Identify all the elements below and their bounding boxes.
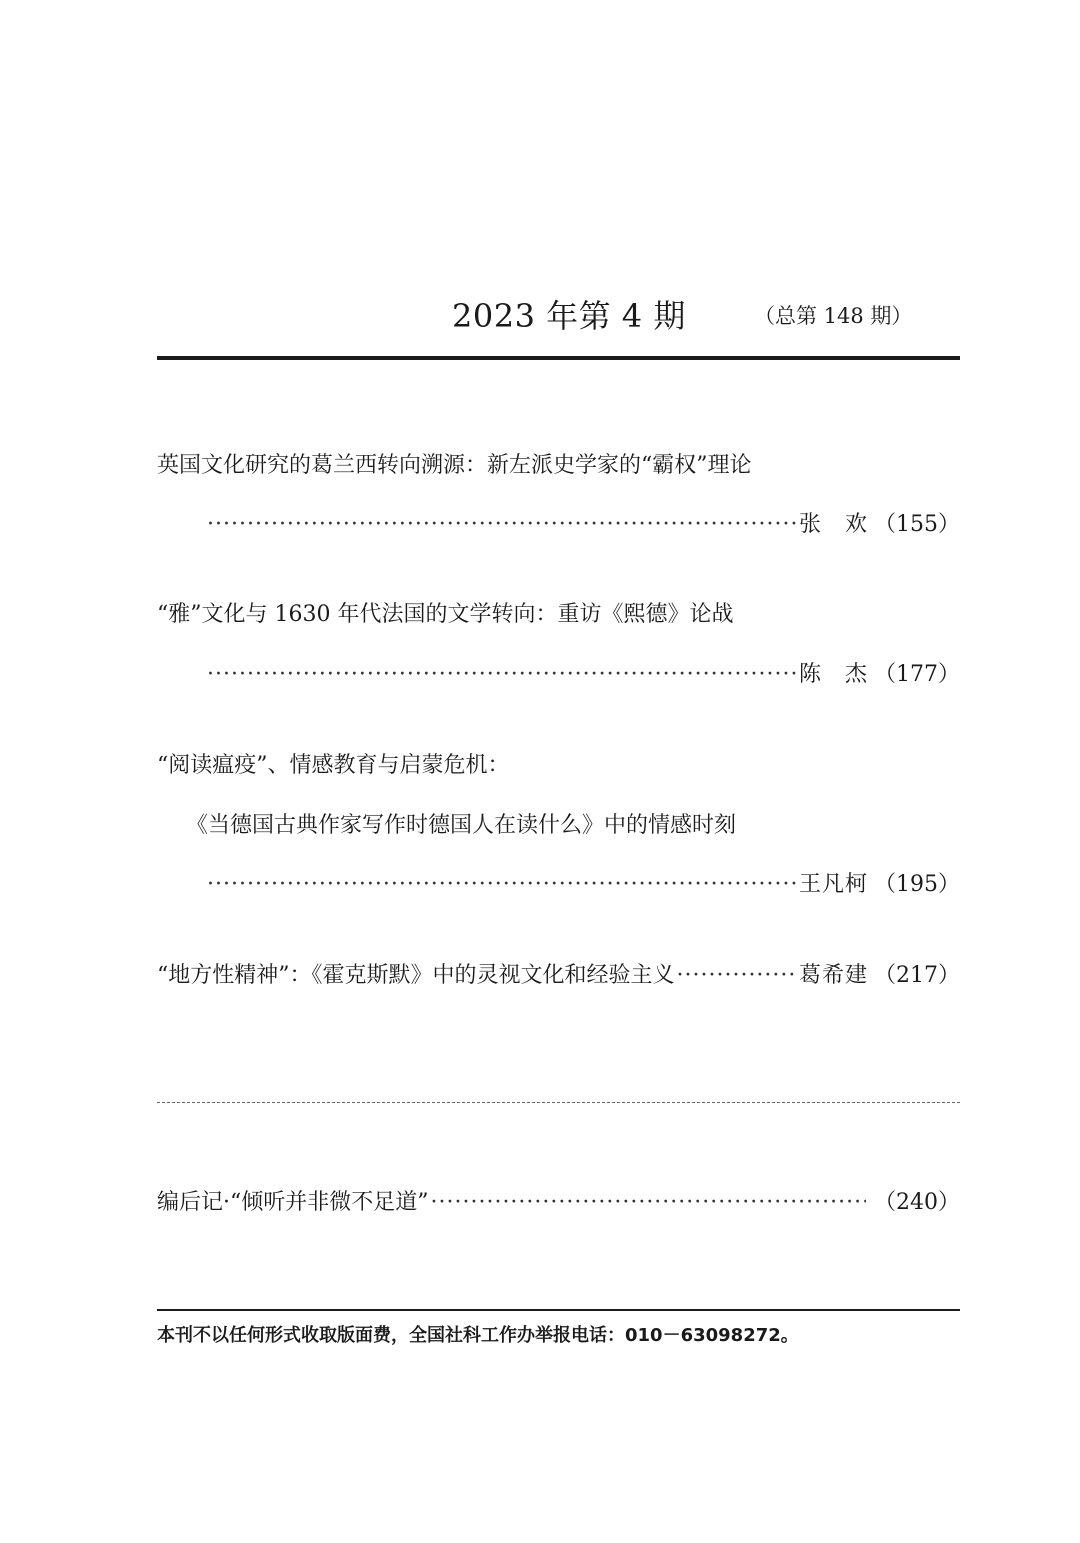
postscript-entry[interactable] bbox=[157, 1186, 960, 1220]
toc-entry-4-author: 葛希建 bbox=[798, 963, 868, 988]
dot-leader bbox=[431, 1186, 867, 1220]
toc-entry-4[interactable] bbox=[157, 959, 960, 993]
dot-leader bbox=[677, 959, 797, 993]
toc-entry-3-leader[interactable] bbox=[205, 868, 960, 902]
toc-entry-2-title[interactable]: “雅”文化与 1630 年代法国的文学转向：重访《熙德》论战 bbox=[157, 602, 734, 627]
toc-entry-4-page: （217） bbox=[874, 963, 960, 988]
dot-leader bbox=[207, 508, 797, 542]
total-issue-number: （总第 148 期） bbox=[754, 304, 913, 328]
toc-entry-3-title-line-1[interactable]: “阅读瘟疫”、情感教育与启蒙危机： bbox=[157, 753, 510, 778]
toc-entry-4-title: “地方性精神”：《霍克斯默》中的灵视文化和经验主义 bbox=[157, 963, 675, 988]
footer-notice: 本刊不以任何形式收取版面费，全国社科工作办举报电话：010－63098272。 bbox=[157, 1325, 799, 1346]
toc-entry-1-title[interactable]: 英国文化研究的葛兰西转向溯源：新左派史学家的“霸权”理论 bbox=[157, 453, 752, 478]
footer-rule bbox=[157, 1309, 960, 1311]
toc-entry-1-page: （155） bbox=[874, 512, 960, 537]
toc-entry-2-leader[interactable] bbox=[205, 658, 960, 692]
postscript-page: （240） bbox=[874, 1190, 960, 1215]
toc-entry-2-author: 陈 杰 bbox=[798, 662, 868, 687]
section-divider bbox=[157, 1102, 960, 1103]
toc-entry-3-title-line-2[interactable]: 《当德国古典作家写作时德国人在读什么》中的情感时刻 bbox=[186, 813, 737, 838]
issue-title: 2023 年第 4 期 bbox=[452, 297, 686, 335]
toc-entry-2-page: （177） bbox=[874, 662, 960, 687]
toc-entry-3-author: 王凡柯 bbox=[798, 872, 868, 897]
dot-leader bbox=[207, 868, 797, 902]
postscript-title: 编后记·“倾听并非微不足道” bbox=[157, 1190, 429, 1215]
header-rule bbox=[157, 356, 960, 360]
toc-entry-3-page: （195） bbox=[874, 872, 960, 897]
dot-leader bbox=[207, 658, 797, 692]
toc-entry-1-leader[interactable] bbox=[205, 508, 960, 542]
toc-entry-1-author: 张 欢 bbox=[798, 512, 868, 537]
